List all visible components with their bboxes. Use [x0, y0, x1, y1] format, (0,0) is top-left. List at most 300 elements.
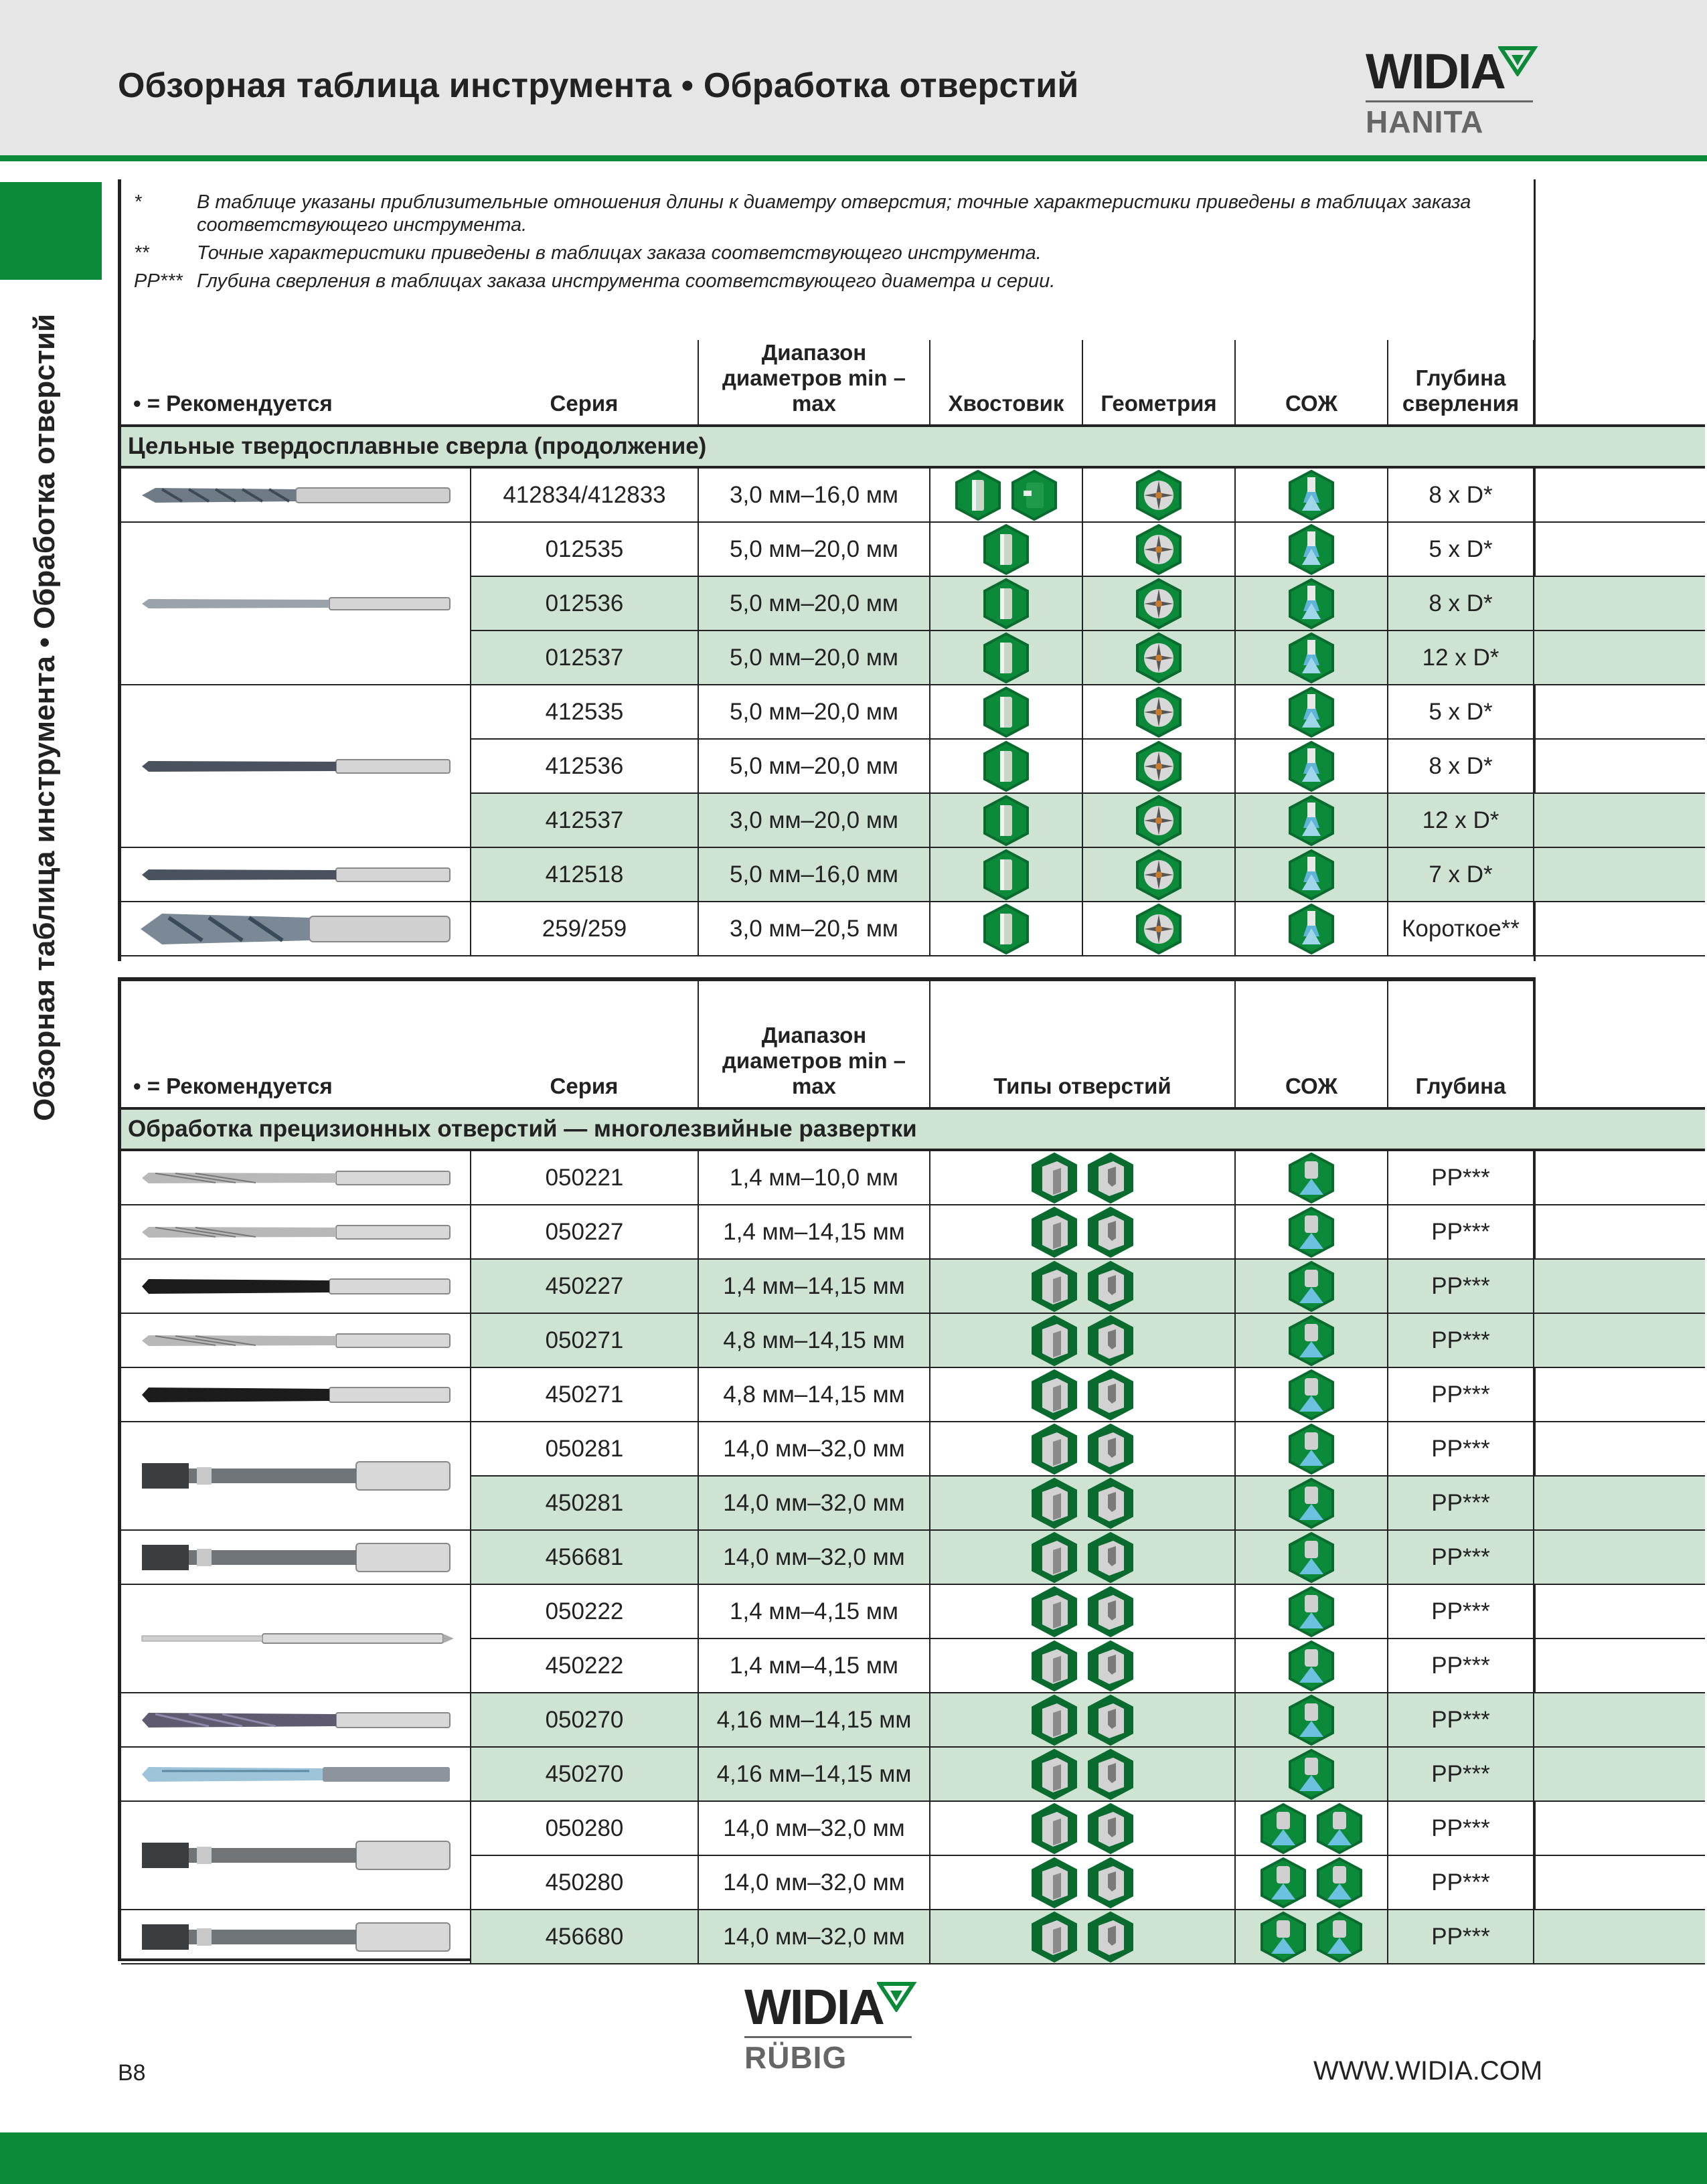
series-cell: 050221: [471, 1150, 698, 1205]
coolant-cell: [1235, 1476, 1388, 1530]
table-row: [121, 1693, 1705, 1747]
col-series: Серия: [471, 340, 698, 426]
hole-through-icon: [1030, 1423, 1078, 1475]
reamer-image: [135, 1697, 457, 1744]
hole-through-icon: [1030, 1694, 1078, 1746]
coolant-through-icon: [1259, 1857, 1307, 1909]
hole-blind-icon: [1086, 1423, 1135, 1475]
col-coolant-2: СОЖ: [1235, 981, 1388, 1108]
empty-cell: [1534, 1855, 1705, 1910]
empty-cell: [1534, 847, 1705, 902]
hole-blind-icon: [1086, 1260, 1135, 1313]
tool-image-cell: [121, 1693, 471, 1747]
coolant-through-icon: [1287, 1369, 1335, 1421]
col-range-2: Диапазон диаметров min – max: [698, 981, 930, 1108]
coolant-cell: [1235, 1693, 1388, 1747]
coolant-cell: [1235, 1855, 1388, 1910]
depth-cell: 8 x D*: [1388, 467, 1534, 522]
hole-types-cell: [930, 1693, 1235, 1747]
empty-cell: [1534, 1367, 1705, 1422]
range-cell: 3,0 мм–20,0 мм: [698, 793, 930, 847]
coolant-through-icon: [1315, 1857, 1364, 1909]
range-cell: 4,8 мм–14,15 мм: [698, 1367, 930, 1422]
depth-cell: 12 x D*: [1388, 631, 1534, 685]
table-row: [121, 685, 1705, 739]
hole-blind-icon: [1086, 1857, 1135, 1909]
geometry-cell: [1082, 631, 1235, 685]
hole-types-cell: [930, 1422, 1235, 1476]
range-cell: 3,0 мм–20,5 мм: [698, 902, 930, 956]
coolant-through-icon: [1287, 1477, 1335, 1529]
shank-cylindrical-icon: [982, 686, 1030, 738]
depth-cell: PP***: [1388, 1747, 1534, 1801]
coolant-cell: [1235, 1584, 1388, 1639]
geometry-point-icon: [1135, 632, 1183, 684]
tool-image-cell: [121, 1910, 471, 1964]
range-cell: 1,4 мм–4,15 мм: [698, 1639, 930, 1693]
depth-cell: PP***: [1388, 1801, 1534, 1855]
depth-cell: 5 x D*: [1388, 685, 1534, 739]
series-cell: 412518: [471, 847, 698, 902]
tool-image-cell: [121, 522, 471, 685]
coolant-through-icon: [1287, 1152, 1335, 1204]
depth-cell: PP***: [1388, 1476, 1534, 1530]
series-cell: 050227: [471, 1205, 698, 1259]
shank-cell: [930, 739, 1082, 793]
depth-cell: PP***: [1388, 1422, 1534, 1476]
shank-cell: [930, 631, 1082, 685]
tool-image-cell: [121, 1259, 471, 1313]
table-row: [121, 1367, 1705, 1422]
geometry-point-icon: [1135, 849, 1183, 901]
coolant-cell: [1235, 1530, 1388, 1584]
range-cell: 1,4 мм–14,15 мм: [698, 1205, 930, 1259]
coolant-cell: [1235, 631, 1388, 685]
hole-through-icon: [1030, 1586, 1078, 1638]
series-cell: 412536: [471, 739, 698, 793]
hole-types-cell: [930, 1259, 1235, 1313]
page-title: Обзорная таблица инструмента • Обработка отверстий: [118, 66, 1079, 105]
drill-image: [135, 472, 457, 519]
table-row: [121, 902, 1705, 956]
side-tab-marker: [0, 182, 102, 280]
depth-cell: PP***: [1388, 1259, 1534, 1313]
reamer-image: [135, 1452, 457, 1499]
geometry-cell: [1082, 847, 1235, 902]
hole-through-icon: [1030, 1531, 1078, 1584]
coolant-through-icon: [1287, 1531, 1335, 1584]
reamer-image: [135, 1317, 457, 1364]
hole-blind-icon: [1086, 1315, 1135, 1367]
hole-through-icon: [1030, 1477, 1078, 1529]
coolant-internal-icon: [1287, 469, 1335, 521]
series-cell: 012537: [471, 631, 698, 685]
tool-image-cell: [121, 847, 471, 902]
range-cell: 1,4 мм–10,0 мм: [698, 1150, 930, 1205]
coolant-cell: [1235, 1367, 1388, 1422]
hole-types-cell: [930, 1367, 1235, 1422]
coolant-internal-icon: [1287, 903, 1335, 955]
depth-cell: PP***: [1388, 1530, 1534, 1584]
coolant-through-icon: [1287, 1260, 1335, 1313]
series-cell: 456681: [471, 1530, 698, 1584]
coolant-through-icon: [1287, 1694, 1335, 1746]
table2-header: [121, 981, 1705, 1108]
empty-cell: [1534, 1693, 1705, 1747]
hole-through-icon: [1030, 1857, 1078, 1909]
col-depth-2: Глубина: [1388, 981, 1534, 1108]
coolant-cell: [1235, 576, 1388, 631]
table-row: [121, 1584, 1705, 1639]
coolant-cell: [1235, 1422, 1388, 1476]
table-row: [121, 1313, 1705, 1367]
drill-image: [135, 580, 457, 627]
reamer-image: [135, 1209, 457, 1256]
range-cell: 14,0 мм–32,0 мм: [698, 1855, 930, 1910]
recommended-legend-2: • = Рекомендуется: [133, 1074, 333, 1098]
coolant-through-icon: [1287, 1640, 1335, 1692]
hole-types-cell: [930, 1801, 1235, 1855]
series-cell: 412537: [471, 793, 698, 847]
logo-rule: [1366, 100, 1533, 102]
widia-hanita-logo: [1366, 44, 1566, 139]
hole-types-cell: [930, 1313, 1235, 1367]
empty-cell: [1534, 1422, 1705, 1476]
empty-cell: [1534, 1639, 1705, 1693]
depth-cell: PP***: [1388, 1205, 1534, 1259]
empty-cell: [1534, 1476, 1705, 1530]
empty-cell: [1534, 1801, 1705, 1855]
coolant-cell: [1235, 467, 1388, 522]
empty-cell: [1534, 793, 1705, 847]
depth-cell: PP***: [1388, 1367, 1534, 1422]
hole-types-cell: [930, 1530, 1235, 1584]
series-cell: 012536: [471, 576, 698, 631]
depth-cell: 8 x D*: [1388, 576, 1534, 631]
coolant-through-icon: [1259, 1911, 1307, 1963]
table-row: [121, 522, 1705, 576]
hole-types-cell: [930, 1639, 1235, 1693]
hole-blind-icon: [1086, 1640, 1135, 1692]
hole-through-icon: [1030, 1802, 1078, 1855]
shank-cylindrical-icon: [982, 849, 1030, 901]
reamer-image: [135, 1832, 457, 1879]
shank-cell: [930, 467, 1082, 522]
geometry-cell: [1082, 902, 1235, 956]
website-url: WWW.WIDIA.COM: [1313, 2056, 1543, 2086]
range-cell: 14,0 мм–32,0 мм: [698, 1801, 930, 1855]
hole-blind-icon: [1086, 1586, 1135, 1638]
geometry-cell: [1082, 685, 1235, 739]
geometry-point-icon: [1135, 740, 1183, 792]
shank-cylindrical-icon: [982, 903, 1030, 955]
coolant-through-icon: [1287, 1748, 1335, 1800]
hole-blind-icon: [1086, 1206, 1135, 1258]
tool-image-cell: [121, 1367, 471, 1422]
shank-cell: [930, 793, 1082, 847]
hole-blind-icon: [1086, 1369, 1135, 1421]
page-number: B8: [118, 2060, 146, 2086]
reamer-image: [135, 1155, 457, 1201]
footer-logo-rule: [744, 2036, 912, 2038]
depth-cell: 5 x D*: [1388, 522, 1534, 576]
series-cell: 050271: [471, 1313, 698, 1367]
range-cell: 4,16 мм–14,15 мм: [698, 1747, 930, 1801]
recommended-legend: • = Рекомендуется: [133, 391, 333, 416]
series-cell: 450271: [471, 1367, 698, 1422]
geometry-point-icon: [1135, 523, 1183, 576]
hole-through-icon: [1030, 1206, 1078, 1258]
coolant-through-icon: [1315, 1911, 1364, 1963]
hole-types-cell: [930, 1476, 1235, 1530]
tool-image-cell: [121, 1530, 471, 1584]
coolant-through-icon: [1287, 1315, 1335, 1367]
coolant-cell: [1235, 902, 1388, 956]
depth-cell: PP***: [1388, 1639, 1534, 1693]
series-cell: 050222: [471, 1584, 698, 1639]
table-row: [121, 1910, 1705, 1964]
hole-types-cell: [930, 1584, 1235, 1639]
coolant-cell: [1235, 1639, 1388, 1693]
hole-blind-icon: [1086, 1531, 1135, 1584]
hole-through-icon: [1030, 1369, 1078, 1421]
section-title: Цельные твердосплавные сверла (продолжение): [121, 426, 1705, 467]
geometry-point-icon: [1135, 469, 1183, 521]
hole-types-cell: [930, 1150, 1235, 1205]
logo-widia-text: WIDIA: [1366, 44, 1505, 99]
depth-cell: PP***: [1388, 1584, 1534, 1639]
geometry-cell: [1082, 576, 1235, 631]
depth-cell: PP***: [1388, 1910, 1534, 1964]
series-cell: 050270: [471, 1693, 698, 1747]
shank-cell: [930, 576, 1082, 631]
hole-through-icon: [1030, 1640, 1078, 1692]
empty-cell: [1534, 685, 1705, 739]
range-cell: 14,0 мм–32,0 мм: [698, 1422, 930, 1476]
coolant-cell: [1235, 1910, 1388, 1964]
hole-types-cell: [930, 1205, 1235, 1259]
footer-logo-widia-text: WIDIA: [744, 1979, 884, 2035]
hole-blind-icon: [1086, 1911, 1135, 1963]
reamer-image: [135, 1263, 457, 1310]
drill-table: [121, 340, 1705, 956]
hole-through-icon: [1030, 1152, 1078, 1204]
table-row: [121, 467, 1705, 522]
series-cell: 012535: [471, 522, 698, 576]
coolant-cell: [1235, 1801, 1388, 1855]
empty-cell: [1534, 576, 1705, 631]
geometry-cell: [1082, 522, 1235, 576]
range-cell: 14,0 мм–32,0 мм: [698, 1530, 930, 1584]
tool-image-cell: [121, 902, 471, 956]
table2-body: [121, 1150, 1705, 1964]
col-shank: Хвостовик: [930, 340, 1082, 426]
hole-blind-icon: [1086, 1152, 1135, 1204]
reamer-image: [135, 1751, 457, 1798]
col-range: Диапазон диаметров min – max: [698, 340, 930, 426]
hole-types-cell: [930, 1855, 1235, 1910]
series-cell: 050281: [471, 1422, 698, 1476]
tool-image-cell: [121, 1313, 471, 1367]
coolant-internal-icon: [1287, 632, 1335, 684]
hole-through-icon: [1030, 1260, 1078, 1313]
hole-types-cell: [930, 1747, 1235, 1801]
geometry-cell: [1082, 467, 1235, 522]
empty-cell: [1534, 522, 1705, 576]
empty-cell: [1534, 902, 1705, 956]
series-cell: 450281: [471, 1476, 698, 1530]
geometry-point-icon: [1135, 794, 1183, 847]
shank-cell: [930, 685, 1082, 739]
shank-cylindrical-icon: [982, 578, 1030, 630]
range-cell: 5,0 мм–20,0 мм: [698, 631, 930, 685]
table-row: [121, 1801, 1705, 1855]
range-cell: 5,0 мм–20,0 мм: [698, 685, 930, 739]
table-row: [121, 1205, 1705, 1259]
range-cell: 1,4 мм–4,15 мм: [698, 1584, 930, 1639]
footnotes: [134, 191, 1513, 298]
widia-triangle-icon: [1498, 46, 1540, 76]
geometry-cell: [1082, 739, 1235, 793]
empty-cell: [1534, 739, 1705, 793]
range-cell: 1,4 мм–14,15 мм: [698, 1259, 930, 1313]
range-cell: 14,0 мм–32,0 мм: [698, 1476, 930, 1530]
coolant-internal-icon: [1287, 849, 1335, 901]
range-cell: 5,0 мм–20,0 мм: [698, 739, 930, 793]
empty-cell: [1534, 1313, 1705, 1367]
col-hole-types: Типы отверстий: [930, 981, 1235, 1108]
coolant-cell: [1235, 1313, 1388, 1367]
empty-cell: [1534, 631, 1705, 685]
series-cell: 450222: [471, 1639, 698, 1693]
hole-through-icon: [1030, 1911, 1078, 1963]
series-cell: 450270: [471, 1747, 698, 1801]
depth-cell: PP***: [1388, 1693, 1534, 1747]
empty-cell: [1534, 1584, 1705, 1639]
table1-body: [121, 467, 1705, 956]
shank-cylindrical-icon: [982, 523, 1030, 576]
tool-image-cell: [121, 1150, 471, 1205]
coolant-cell: [1235, 739, 1388, 793]
coolant-internal-icon: [1287, 523, 1335, 576]
hole-types-cell: [930, 1910, 1235, 1964]
coolant-internal-icon: [1287, 740, 1335, 792]
widia-rubig-logo: [744, 1979, 945, 2075]
empty-cell: [1534, 1747, 1705, 1801]
table2-section: [121, 1108, 1705, 1150]
col-empty-2: [1534, 981, 1705, 1108]
coolant-internal-icon: [1287, 794, 1335, 847]
shank-cylindrical-icon: [982, 632, 1030, 684]
hole-blind-icon: [1086, 1802, 1135, 1855]
coolant-cell: [1235, 522, 1388, 576]
table-row: [121, 847, 1705, 902]
series-cell: 412535: [471, 685, 698, 739]
coolant-cell: [1235, 685, 1388, 739]
depth-cell: 7 x D*: [1388, 847, 1534, 902]
range-cell: 4,8 мм–14,15 мм: [698, 1313, 930, 1367]
coolant-cell: [1235, 1747, 1388, 1801]
shank-cylindrical-icon: [954, 469, 1002, 521]
series-cell: 050280: [471, 1801, 698, 1855]
hole-blind-icon: [1086, 1694, 1135, 1746]
hole-blind-icon: [1086, 1748, 1135, 1800]
depth-cell: PP***: [1388, 1313, 1534, 1367]
reamer-image: [135, 1371, 457, 1418]
coolant-cell: [1235, 1150, 1388, 1205]
table-row: [121, 1150, 1705, 1205]
drill-image: [135, 906, 457, 952]
table-row: [121, 1259, 1705, 1313]
empty-cell: [1534, 1530, 1705, 1584]
drill-image: [135, 743, 457, 790]
col-coolant: СОЖ: [1235, 340, 1388, 426]
geometry-cell: [1082, 793, 1235, 847]
table1-section: [121, 426, 1705, 467]
empty-cell: [1534, 1150, 1705, 1205]
coolant-through-icon: [1287, 1586, 1335, 1638]
series-cell: 456680: [471, 1910, 698, 1964]
hole-through-icon: [1030, 1315, 1078, 1367]
range-cell: 3,0 мм–16,0 мм: [698, 467, 930, 522]
tool-image-cell: [121, 467, 471, 522]
shank-cell: [930, 902, 1082, 956]
col-depth: Глубина сверления: [1388, 340, 1534, 426]
tool-image-cell: [121, 1747, 471, 1801]
depth-cell: 8 x D*: [1388, 739, 1534, 793]
footer-logo-rubig-text: RÜBIG: [744, 2040, 847, 2075]
tool-image-cell: [121, 685, 471, 847]
geometry-point-icon: [1135, 686, 1183, 738]
note-3: PP*** Глубина сверления в таблицах заказа инструмента соответствующего диаметра и серии.: [134, 270, 1056, 292]
reamer-image: [135, 1914, 457, 1960]
tool-image-cell: [121, 1205, 471, 1259]
empty-cell: [1534, 1205, 1705, 1259]
side-tab-label: Обзорная таблица инструмента • Обработка отверстий: [28, 313, 61, 1121]
reamer-image: [135, 1534, 457, 1581]
geometry-point-icon: [1135, 578, 1183, 630]
range-cell: 5,0 мм–20,0 мм: [698, 576, 930, 631]
empty-cell: [1534, 1910, 1705, 1964]
note-2: ** Точные характеристики приведены в таблицах заказа соответствующего инструмента.: [134, 242, 1042, 264]
coolant-internal-icon: [1287, 686, 1335, 738]
series-cell: 450227: [471, 1259, 698, 1313]
hole-through-icon: [1030, 1748, 1078, 1800]
coolant-cell: [1235, 847, 1388, 902]
table1-header: [121, 340, 1705, 426]
coolant-cell: [1235, 793, 1388, 847]
shank-cell: [930, 522, 1082, 576]
depth-cell: 12 x D*: [1388, 793, 1534, 847]
geometry-point-icon: [1135, 903, 1183, 955]
header-divider: [0, 155, 1707, 161]
series-cell: 259/259: [471, 902, 698, 956]
coolant-through-icon: [1259, 1802, 1307, 1855]
coolant-cell: [1235, 1259, 1388, 1313]
series-cell: 412834/412833: [471, 467, 698, 522]
range-cell: 5,0 мм–20,0 мм: [698, 522, 930, 576]
depth-cell: PP***: [1388, 1855, 1534, 1910]
series-cell: 450280: [471, 1855, 698, 1910]
range-cell: 4,16 мм–14,15 мм: [698, 1693, 930, 1747]
reamer-image: [135, 1615, 457, 1662]
coolant-internal-icon: [1287, 578, 1335, 630]
empty-cell: [1534, 1259, 1705, 1313]
reamer-table: [121, 981, 1705, 1964]
coolant-cell: [1235, 1205, 1388, 1259]
tool-image-cell: [121, 1801, 471, 1910]
col-empty: [1534, 340, 1705, 426]
